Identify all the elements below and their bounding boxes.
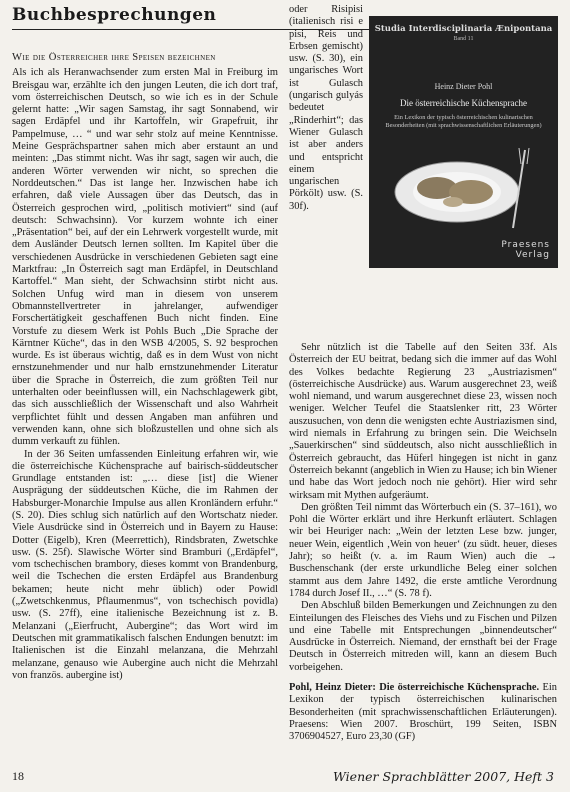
publisher-line-2: Verlag [515,250,550,260]
journal-title: Wiener Sprachblätter 2007, Heft 3 [333,769,554,784]
paragraph-2: In der 36 Seiten umfassenden Einleitung erfahren wir, wie die österreichische Küchensprache auf bairisch-süddeutscher Grundlage entstanden ist: „… diese [ist] die Wiener Ausprägung der süddeutschen Küche, die im Rahmen der Habsburger-Monarchie Impulse aus allen Kronländern erfuhr.“ (S. 20). Dies schlug sich natürlich auf den Wortschatz nieder. Viele Ausdrücke sind in Österreich und in Bayern zu Hause: Dotter (Eigelb), Kren (Meerrettich), Rindsbraten, Zwetschke usw. (S. 25f). Slawische Wörter sind Bramburi („Erdäpfel“, vom tschechischen brambory, dieses kommt von Brandenburg, weil die Tschechen die ersten Erdäpfel aus Brandenburg bekamen; heute nicht mehr üblich) oder Powidl („Zwetschkenmus, Pflaumenmus“, von tschechisch povidla) usw. (S. 27ff), eine italienische Bezeichnung ist z. B. Melanzani („Eierfrucht, Aubergine“; das Wort wird im Deutschen mit grammatikalisch falschen Endungen benutzt: im Italienischen ist die Einzahl melanzana, die Mehrzahl melanzane, genauso wie Aubergine auch nicht die Mehrzahl von französ. aubergine ist) [12,448,278,681]
book-cover-image [369,16,558,268]
narrow-column [289,4,363,341]
review-citation [289,682,557,743]
paragraph-conclusion: Den Abschluß bilden Bemerkungen und Zeichnungen zu den Einteilungen des Fleisches des Viehs und zu Fischen und Pilzen und eine Tabelle mit Entsprechungen „binnendeutscher“ Ausdrücke in Österreich. Niemand, der ernsthaft bei der Frage Deutsch in Österreich mitreden will, kann an diesem Buch vorbeigehen. [289,600,557,673]
book-band: Band 11 [453,36,474,42]
paragraph-1: Als ich als Heranwachsender zum ersten Mal in Freiburg im Breisgau war, erzählte ich den jungen Leuten, die ich dort traf, vom österreichischen Deutsch, so wie ich es in der Schule gelernt hatte: „Wir sagen Samstag, ihr sagt Sonnabend, wir sagen Erdäpfel und ihr Kartoffeln, wir Grapefruit, ihr Pampelmuse, … “ und war sehr stolz auf meine Kenntnisse. Meine Gesprächspartner sahen mich aber erstaunt an und meinten: „Das stimmt nicht. Was ihr sagt, sagen wir auch, die anderen Wörter verwenden wir nicht, so sprechen die Norddeutschen.“ Das ist lange her. Inzwischen habe ich erfahren, daß viele Aussagen über das Deutsch, das in Österreich gesprochen wird, „politisch motiviert“ sind (auf deutsch: Schwachsinn). Vor kurzem wohnte ich einer „Präsentation“ bei, auf der ein Lehrwerk vorgestellt wurde, mit dem Ausländer Deutsch lernen sollten. Im Kapitel über die verschiedenen Ausdrücke in verschiedenen Gebieten sagt eine Marktfrau: „In Österreich sagt man Erdäpfel, in Deutschland Kartoffel.“ Man sieht, der Schwachsinn stirbt nicht aus. Solchen Unfug wird man in diesem von unserem Obmannstellvertreter in jahrelanger, aufwendiger Forschertätigkeit geschaffenen Buch nicht finden. Eine Vorstufe zu diesem Werk ist Pohls Buch „Die Sprache der Kärntner Küche“, das in den WSB 4/2005, S. 92 besprochen wurde. Es ist überaus wichtig, daß es in dem Wust von nicht ernstzunehmender und nur halb ernstzunehmender Literatur über die Sprache in Österreich, die zum größten Teil nur unterhalten oder beeinflussen will, ein Nachschlagewerk gibt, das sich ausschließlich der Wissenschaft und also Wahrheit verpflichtet fühlt und dessen Angaben man anführen und verwenden kann, ohne sich bloßzustellen und ohne sich als dumm verkauft zu fühlen. [12,67,278,448]
section-heading: Buchbesprechungen [12,5,217,25]
food-plate-illustration [387,144,537,232]
paragraph-dictionary: Den größten Teil nimmt das Wörterbuch ein (S. 37–161), wo Pohl die Wörter erklärt und ihre Herkunft erläutert. Schlagen wir bei Heuriger nach: „Wein der letzten Lese bzw. junger, neuer Wein, eigentlich ‚Wein von heuer‘ (zu südt. heuer, dieses Jahr); so heißt (v. a. im Raum Wien) auch die → Buschenschank (der erste urkundliche Beleg einer solchen stammt aus dem Jahre 1492, die erste amtliche Verordnung 1784 durch Josef II., …“ (S. 78 f). [289,501,557,599]
book-publisher [501,240,550,260]
publisher-line-1: Praesens [501,240,550,250]
narrow-paragraph: oder Risipisi (italienisch risi e pisi, Reis und Erbsen gemischt) usw. (S. 30), ein ungarisches Wort ist Gulasch (ungarisch gulyás bedeutet „Rinderhirt“; das Wiener Gulasch ist aber anders und entspricht einem ungarischen Pörkölt) usw. (S. 30f). [289,4,363,212]
article-subheading: Wie die Österreicher ihre Speisen bezeichnen [12,52,216,63]
right-column [289,342,557,758]
continuation-text: Sehr nützlich ist die Tabelle auf den Seiten 33f. [301,342,536,353]
continuation-paragraph [289,342,557,502]
review-details: Ein Lexikon der typisch österreichischen kulinarischen Besonderheiten (mit sprachwissenschaftlichen Erläuterungen). Praesens: Wien 2007. Broschürt, 199 Seiten, ISBN 3706904527, Euro 23,30 (GF) [289,682,557,743]
left-column [12,52,278,760]
book-series: Studia Interdisciplinaria Ænipontana [374,24,553,34]
review-title: Pohl, Heinz Dieter: Die österreichische Küchensprache. [289,682,540,694]
book-author: Heinz Dieter Pohl [434,82,493,91]
continuation-rest: Als Österreich der EU beitrat, bedang sich die immer auf das Wohl des Volkes bedachte Regierung 23 „Austriazismen“ (österreichische Ausdrücke) aus. Warum ausgerechnet 23, weiß wohl niemand, und warum ausgerechnet diese 23, wissen noch weniger. Welcher Teufel die Staatslenker ritt, 23 Wörter auszusuchen, von denn die wenigsten echte Austriazismen sind, wird niemals in Erfahrung zu bringen sein. Die Weichseln „Sauerkirschen“ sind süddeutsch, also nicht ausschließlich in Österreich gebraucht, das Hüferl hingegen ist nicht in ganz Österreich bekannt (angeblich in Wien zu Hause; ich bin Wiener und habe das Wort jedoch noch nie gehört). Hier wird sehr wirksam mit Mythen aufgeräumt. [289,342,557,501]
book-subtitle: Ein Lexikon der typisch österreichischen kulinarischen Besonderheiten (mit sprachwissenschaftlichen Erläuterungen) [385,114,542,129]
book-title: Die österreichische Küchensprache [400,98,527,108]
page-number: 18 [12,769,24,783]
